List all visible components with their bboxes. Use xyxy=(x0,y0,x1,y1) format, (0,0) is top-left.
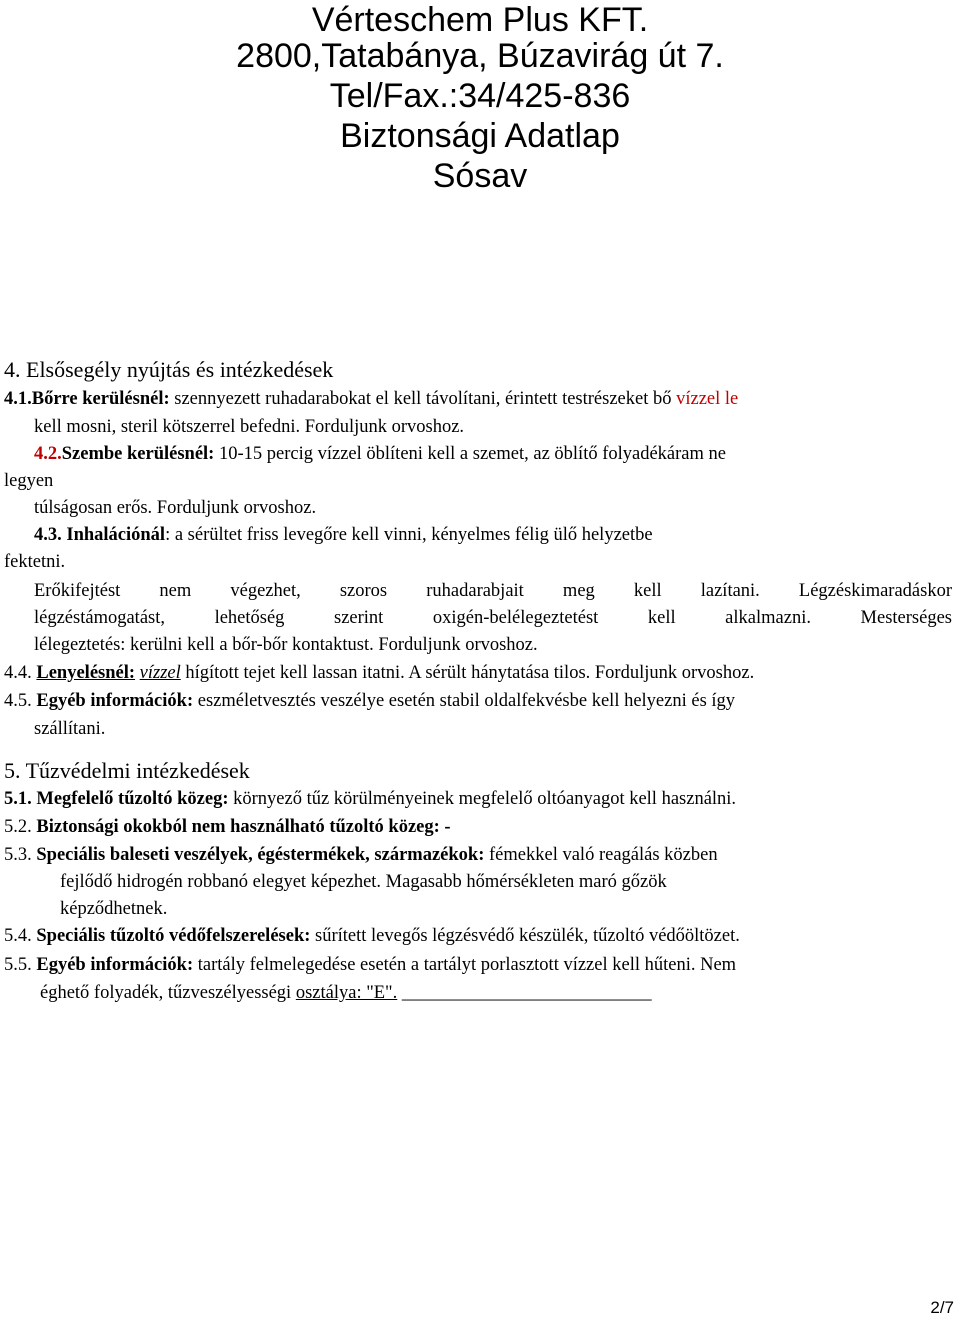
para-5-1-label: Megfelelő tűzoltó közeg: xyxy=(36,789,229,809)
para-5-5-line2 xyxy=(40,982,652,1004)
para-4-5-label: Egyéb információk: xyxy=(36,691,194,711)
para-4-4-italic: vízzel xyxy=(139,663,181,683)
para-4-5-number: 4.5. xyxy=(4,691,32,711)
para-5-3-line1 xyxy=(4,844,718,866)
product-name: Sósav xyxy=(432,157,528,195)
para-4-2-number: 4.2. xyxy=(34,444,62,464)
para-5-4-label: Speciális tűzoltó védőfelszerelések: xyxy=(36,926,311,946)
para-5-5-line1 xyxy=(4,954,736,976)
para-4-2-label: Szembe kerülésnél: xyxy=(61,444,215,464)
para-5-3-label: Speciális baleseti veszélyek, égéstermékek, származékok: xyxy=(36,845,485,865)
para-4-3-line4: légzéstámogatást, lehetőség szerint oxigén-belélegeztetést kell alkalmazni. Mesterséges xyxy=(34,608,952,628)
section-5-title: 5. Tűzvédelmi intézkedések xyxy=(4,758,250,783)
para-5-1-number: 5.1. xyxy=(4,789,32,809)
para-4-4-number: 4.4. xyxy=(4,663,32,683)
para-4-3-line2: fektetni. xyxy=(4,552,66,572)
para-5-1-text: környező tűz körülményeinek megfelelő oltóanyagot kell használni. xyxy=(228,789,737,809)
para-4-4-label: Lenyelésnél: xyxy=(36,663,136,683)
para-4-2-text: 10-15 percig vízzel öblíteni kell a szemet, az öblítő folyadékáram ne xyxy=(214,444,726,464)
para-4-3-line5: lélegeztetés: kerülni kell a bőr-bőr kontaktust. Forduljunk orvoshoz. xyxy=(34,635,538,655)
para-4-1-text: szennyezett ruhadarabokat el kell távolítani, érintett testrészeket bő xyxy=(169,389,677,409)
company-phone: Tel/Fax.:34/425-836 xyxy=(329,77,631,115)
para-4-2-line3: túlságosan erős. Forduljunk orvoshoz. xyxy=(34,498,317,518)
para-5-1-line1 xyxy=(4,788,736,810)
para-4-1-line2: kell mosni, steril kötszerrel befedni. Forduljunk orvoshoz. xyxy=(34,417,465,437)
para-4-3-text: : a sérültet friss levegőre kell vinni, kényelmes félig ülő helyzetbe xyxy=(165,525,653,545)
para-4-5-text: eszméletvesztés veszélye esetén stabil oldalfekvésbe kell helyezni és így xyxy=(193,691,736,711)
para-4-2-line2: legyen xyxy=(4,471,54,491)
para-5-3-line2: fejlődő hidrogén robbanó elegyet képezhet. Magasabb hőmérsékleten maró gőzök xyxy=(60,872,667,892)
para-5-5-text2: éghető folyadék, tűzveszélyességi xyxy=(40,983,296,1003)
para-4-5-line1 xyxy=(4,690,735,712)
para-5-4-number: 5.4. xyxy=(4,926,32,946)
para-4-1-number: 4.1. xyxy=(4,389,32,409)
para-4-4-line1 xyxy=(4,662,754,684)
para-5-5-rule: ___________________________ xyxy=(397,983,652,1003)
para-5-2-label: Biztonsági okokból nem használható tűzoltó közeg: - xyxy=(36,817,451,837)
para-5-2-line1 xyxy=(4,816,451,838)
para-4-5-line2: szállítani. xyxy=(34,719,106,739)
para-5-5-text: tartály felmelegedése esetén a tartályt porlasztott vízzel kell hűteni. Nem xyxy=(193,955,737,975)
para-4-2-line1 xyxy=(34,443,726,465)
para-5-5-label: Egyéb információk: xyxy=(36,955,194,975)
para-5-5-class: osztálya: "E". xyxy=(295,983,398,1003)
para-4-3-line1 xyxy=(34,524,653,546)
para-4-3-label: Inhalációnál xyxy=(66,525,166,545)
para-4-3-number: 4.3. xyxy=(34,525,62,545)
para-5-3-number: 5.3. xyxy=(4,845,32,865)
page-number: 2/7 xyxy=(930,1298,954,1317)
para-4-1-highlight: vízzel le xyxy=(676,389,739,409)
para-4-3-line3: Erőkifejtést nem végezhet, szoros ruhadarabjait meg kell lazítani. Légzéskimaradáskor xyxy=(34,581,952,601)
para-4-4-text: hígított tejet kell lassan itatni. A sérült hánytatása tilos. Forduljunk orvoshoz. xyxy=(180,663,755,683)
company-name: Vérteschem Plus KFT. xyxy=(311,1,649,39)
para-4-1-label: Bőrre kerülésnél: xyxy=(31,389,170,409)
company-address: 2800,Tatabánya, Búzavirág út 7. xyxy=(236,37,724,75)
section-4-title: 4. Elsősegély nyújtás és intézkedések xyxy=(4,357,334,382)
para-5-2-number: 5.2. xyxy=(4,817,32,837)
para-5-4-line1 xyxy=(4,925,740,947)
para-4-1-line1 xyxy=(4,388,738,410)
document-type: Biztonsági Adatlap xyxy=(340,117,620,155)
para-5-3-line3: képződhetnek. xyxy=(60,899,168,919)
para-5-4-text: sűrített levegős légzésvédő készülék, tűzoltó védőöltözet. xyxy=(310,926,740,946)
para-5-5-number: 5.5. xyxy=(4,955,32,975)
para-5-3-text: fémekkel való reagálás közben xyxy=(484,845,718,865)
